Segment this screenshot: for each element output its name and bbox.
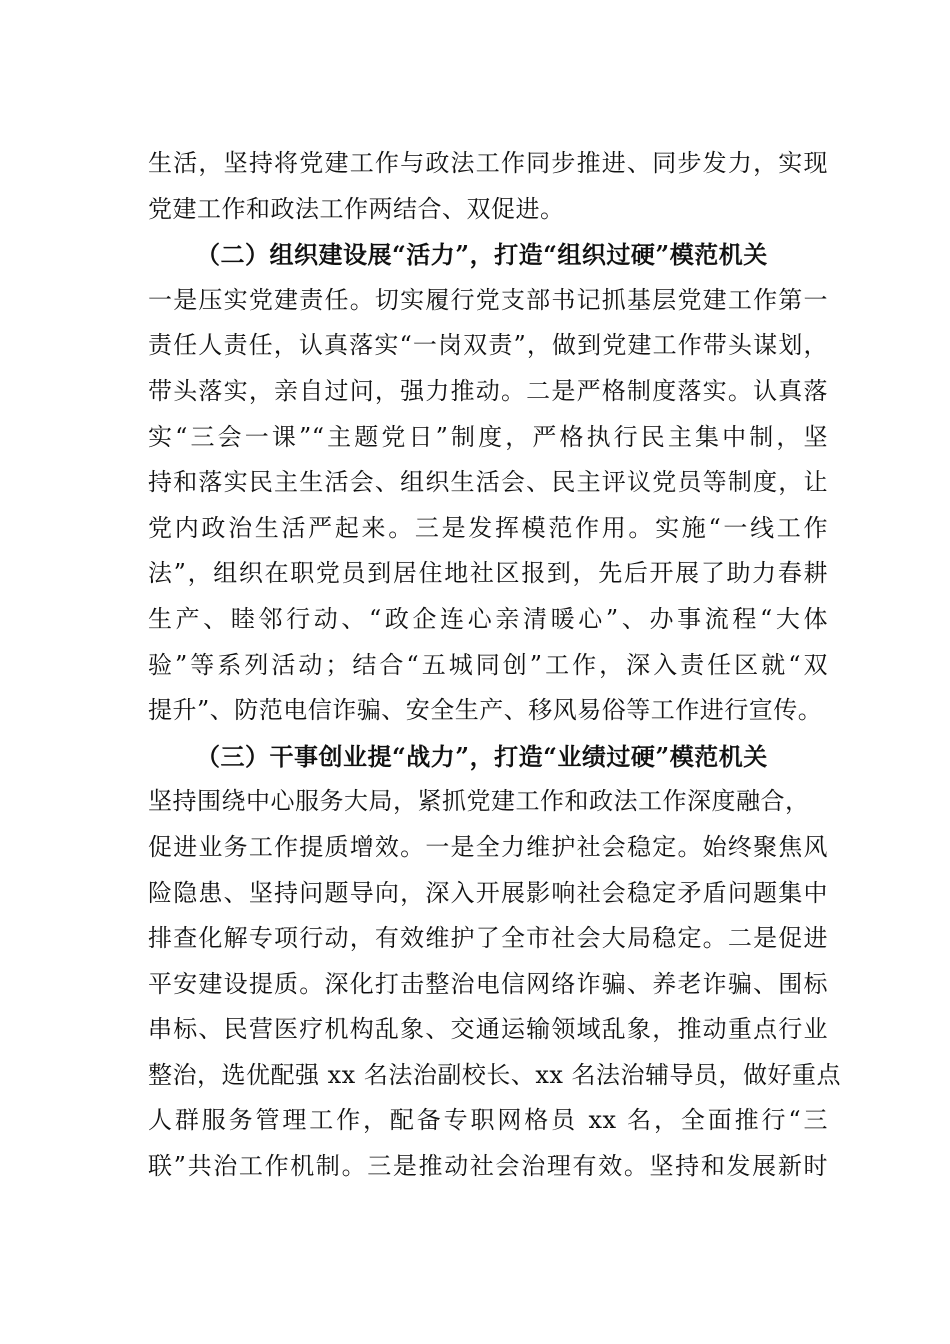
text-line: 联”共治工作机制。三是推动社会治理有效。坚持和发展新时 bbox=[148, 1152, 828, 1181]
text-line: 串标、民营医疗机构乱象、交通运输领域乱象，推动重点行业 bbox=[148, 1015, 828, 1044]
text-line: 验”等系列活动；结合“五城同创”工作，深入责任区就“双 bbox=[148, 650, 828, 679]
section-heading-2: （二）组织建设展“活力”，打造“组织过硬”模范机关 bbox=[196, 240, 768, 270]
text-line: 坚持围绕中心服务大局，紧抓党建工作和政法工作深度融合， bbox=[148, 787, 810, 816]
text-line: 促进业务工作提质增效。一是全力维护社会稳定。始终聚焦风 bbox=[148, 832, 828, 861]
text-line: 责任人责任，认真落实“一岗双责”，做到党建工作带头谋划， bbox=[148, 331, 828, 360]
text-line: 排查化解专项行动，有效维护了全市社会大局稳定。二是促进 bbox=[148, 924, 828, 953]
text-line: 一是压实党建责任。切实履行党支部书记抓基层党建工作第一 bbox=[148, 285, 828, 314]
text-line: 生产、睦邻行动、“政企连心亲清暖心”、办事流程“大体 bbox=[148, 604, 828, 633]
text-line: 提升”、防范电信诈骗、安全生产、移风易俗等工作进行宣传。 bbox=[148, 696, 823, 725]
section-heading-3: （三）干事创业提“战力”，打造“业绩过硬”模范机关 bbox=[196, 741, 768, 771]
text-line: 生活，坚持将党建工作与政法工作同步推进、同步发力，实现 bbox=[148, 149, 828, 177]
text-line: 实“三会一课”“主题党日”制度，严格执行民主集中制，坚 bbox=[148, 422, 828, 451]
text-line: 整治，选优配强 xx 名法治副校长、xx 名法治辅导员，做好重点 bbox=[148, 1060, 842, 1089]
text-line: 险隐患、坚持问题导向，深入开展影响社会稳定矛盾问题集中 bbox=[148, 878, 828, 907]
text-line: 法”，组织在职党员到居住地社区报到，先后开展了助力春耕 bbox=[148, 559, 828, 588]
text-line: 平安建设提质。深化打击整治电信网络诈骗、养老诈骗、围标 bbox=[148, 969, 828, 998]
text-line: 人群服务管理工作，配备专职网格员 xx 名，全面推行“三 bbox=[148, 1106, 828, 1135]
text-line: 党建工作和政法工作两结合、双促进。 bbox=[148, 194, 565, 223]
text-line: 党内政治生活严起来。三是发挥模范作用。实施“一线工作 bbox=[148, 513, 828, 542]
document-body bbox=[148, 141, 842, 1190]
text-line: 持和落实民主生活会、组织生活会、民主评议党员等制度，让 bbox=[148, 468, 828, 497]
text-line: 带头落实，亲自过问，强力推动。二是严格制度落实。认真落 bbox=[148, 376, 828, 405]
